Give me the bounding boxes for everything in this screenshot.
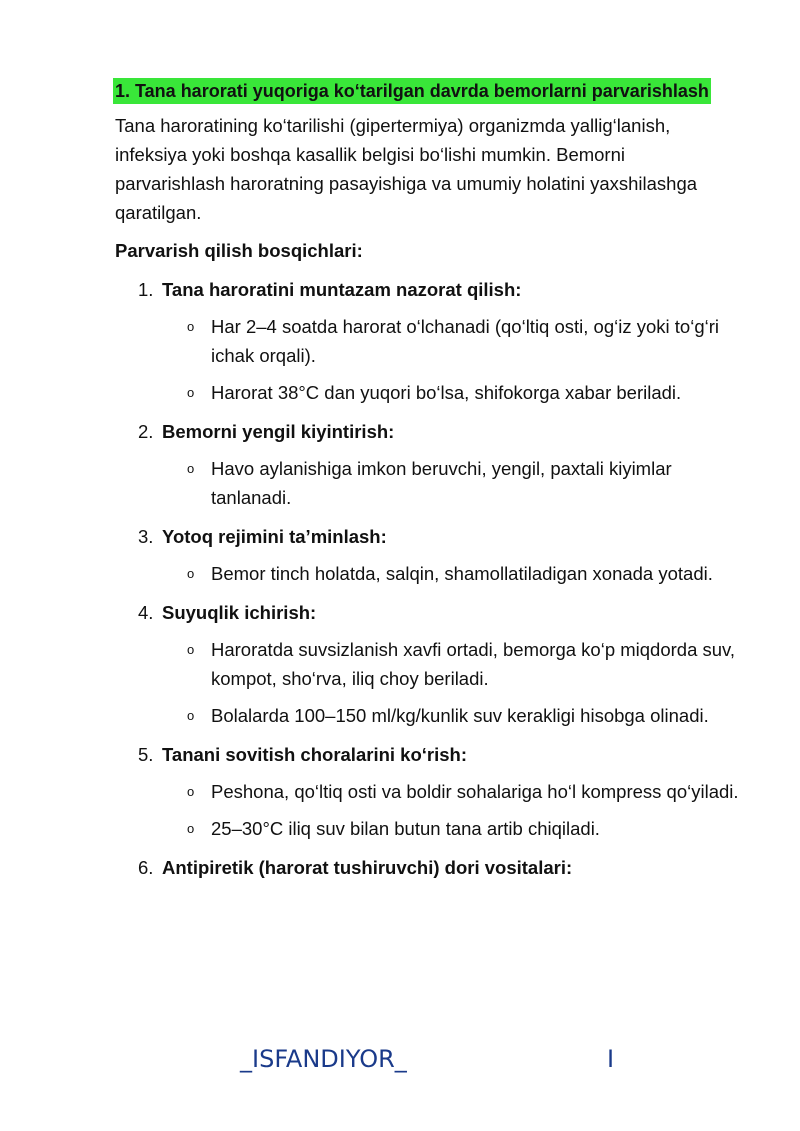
sub-item-text: 25–30°C iliq suv bilan butun tana artib chiqiladi. <box>211 818 600 839</box>
step-row <box>115 417 740 446</box>
circle-bullet-icon: o <box>187 385 195 400</box>
sub-item <box>115 777 740 806</box>
section-heading: 1. Tana harorati yuqoriga ko‘tarilgan davrda bemorlarni parvarishlash <box>113 78 711 104</box>
step-number: 6. <box>138 857 154 878</box>
sub-item-text: Bemor tinch holatda, salqin, shamollatiladigan xonada yotadi. <box>211 563 713 584</box>
care-step <box>115 522 740 588</box>
step-sublist <box>115 312 740 407</box>
sub-item-text: Havo aylanishiga imkon beruvchi, yengil, paxtali kiyimlar tanlanadi. <box>211 458 672 508</box>
step-number: 1. <box>138 279 154 300</box>
circle-bullet-icon: o <box>187 642 195 657</box>
sub-item <box>115 814 740 843</box>
step-sublist <box>115 777 740 843</box>
sub-item <box>115 378 740 407</box>
circle-bullet-icon: o <box>187 566 195 581</box>
step-row <box>115 853 740 882</box>
footer-author: _ISFANDIYOR_ <box>240 1045 407 1073</box>
step-number: 2. <box>138 421 154 442</box>
circle-bullet-icon: o <box>187 821 195 836</box>
step-number: 4. <box>138 602 154 623</box>
circle-bullet-icon: o <box>187 784 195 799</box>
care-step <box>115 598 740 730</box>
sub-item-text: Har 2–4 soatda harorat o‘lchanadi (qo‘ltiq osti, og‘iz yoki to‘g‘ri ichak orqali). <box>211 316 719 366</box>
sub-item-text: Bolalarda 100–150 ml/kg/kunlik suv kerakligi hisobga olinadi. <box>211 705 709 726</box>
care-step <box>115 853 740 882</box>
care-step <box>115 740 740 843</box>
steps-title: Parvarish qilish bosqichlari: <box>115 240 363 261</box>
circle-bullet-icon: o <box>187 319 195 334</box>
sub-item-text: Harorat 38°C dan yuqori bo‘lsa, shifokorga xabar beriladi. <box>211 382 682 403</box>
step-label: Suyuqlik ichirish: <box>162 602 317 623</box>
step-sublist <box>115 454 740 512</box>
step-row <box>115 598 740 627</box>
step-sublist <box>115 559 740 588</box>
document-body <box>115 76 740 882</box>
step-number: 3. <box>138 526 154 547</box>
sub-item-text: Haroratda suvsizlanish xavfi ortadi, bemorga ko‘p miqdorda suv, kompot, sho‘rva, iliq choy beriladi. <box>211 639 736 689</box>
step-row <box>115 275 740 304</box>
circle-bullet-icon: o <box>187 708 195 723</box>
step-row <box>115 522 740 551</box>
footer-page-number: I <box>607 1045 615 1073</box>
step-sublist <box>115 635 740 730</box>
sub-item <box>115 559 740 588</box>
step-label: Bemorni yengil kiyintirish: <box>162 421 395 442</box>
step-label: Tanani sovitish choralarini ko‘rish: <box>162 744 467 765</box>
care-step <box>115 275 740 407</box>
care-steps-list <box>115 275 740 882</box>
intro-paragraph: Tana haroratining ko‘tarilishi (gipertermiya) organizmda yallig‘lanish, infeksiya yoki boshqa kasallik belgisi bo‘lishi mumkin. Bemorni parvarishlash haroratning pasayishiga va umumiy holatini yaxshilashga qaratilgan. <box>115 115 698 223</box>
step-label: Tana haroratini muntazam nazorat qilish: <box>162 279 522 300</box>
step-label: Antipiretik (harorat tushiruvchi) dori vositalari: <box>162 857 573 878</box>
step-row <box>115 740 740 769</box>
sub-item <box>115 454 740 512</box>
sub-item <box>115 635 740 693</box>
circle-bullet-icon: o <box>187 461 195 476</box>
step-label: Yotoq rejimini ta’minlash: <box>162 526 387 547</box>
care-step <box>115 417 740 512</box>
step-number: 5. <box>138 744 154 765</box>
sub-item <box>115 701 740 730</box>
sub-item-text: Peshona, qo‘ltiq osti va boldir sohalariga ho‘l kompress qo‘yiladi. <box>211 781 739 802</box>
sub-item <box>115 312 740 370</box>
